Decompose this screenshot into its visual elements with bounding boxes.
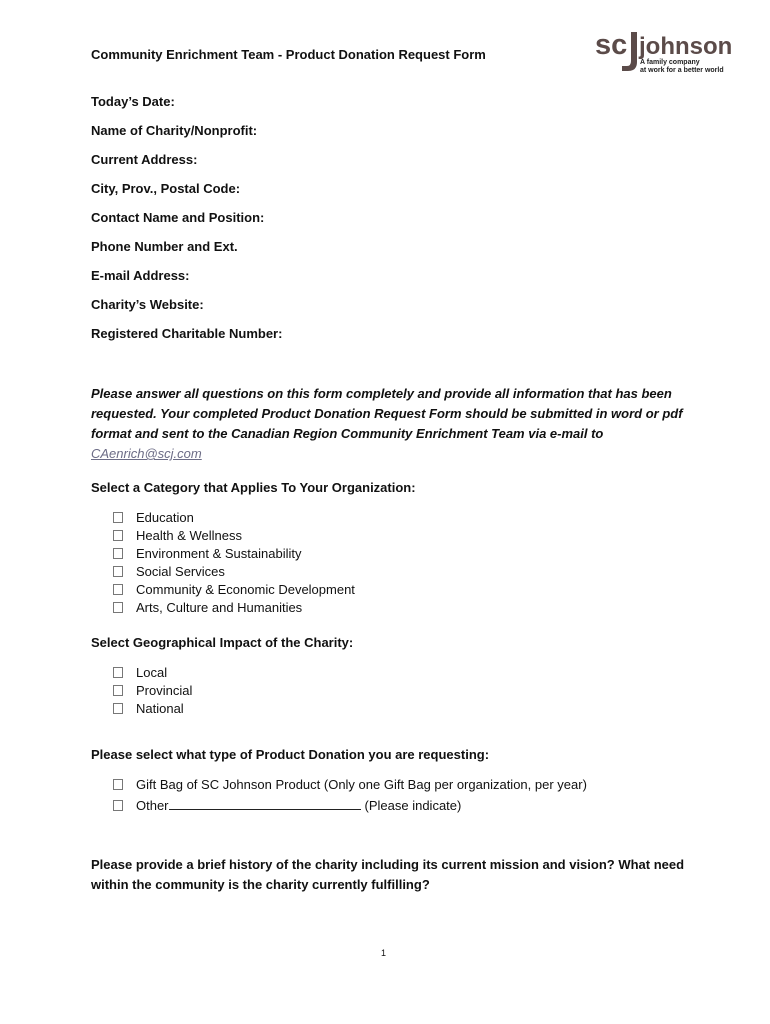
donation-option-other[interactable]: Other (Please indicate) (113, 797, 461, 813)
category-option[interactable]: Health & Wellness (113, 528, 242, 543)
checkbox[interactable] (113, 602, 123, 613)
field-todays-date: Today’s Date: (91, 94, 175, 109)
tagline-line-1: A family company (640, 59, 700, 66)
checkbox[interactable] (113, 667, 123, 678)
category-option[interactable]: Social Services (113, 564, 225, 579)
checkbox[interactable] (113, 685, 123, 696)
field-phone: Phone Number and Ext. (91, 239, 238, 254)
category-option[interactable]: Education (113, 510, 194, 525)
geography-option[interactable]: National (113, 701, 184, 716)
field-city-prov-postal: City, Prov., Postal Code: (91, 181, 241, 196)
geography-heading: Select Geographical Impact of the Charity: (91, 635, 354, 650)
field-contact-name: Contact Name and Position: (91, 210, 265, 225)
sc-johnson-logo (595, 28, 735, 76)
donation-heading: Please select what type of Product Donation you are requesting: (91, 747, 490, 762)
page-number: 1 (381, 948, 387, 958)
other-blank-line[interactable] (169, 797, 361, 810)
category-option[interactable]: Environment & Sustainability (113, 546, 301, 561)
category-heading: Select a Category that Applies To Your Organization: (91, 480, 416, 495)
donation-option-gift-bag[interactable]: Gift Bag of SC Johnson Product (Only one Gift Bag per organization, per year) (113, 777, 587, 792)
checkbox[interactable] (113, 584, 123, 595)
checkbox[interactable] (113, 703, 123, 714)
form-title: Community Enrichment Team - Product Donation Request Form (91, 47, 486, 62)
checkbox[interactable] (113, 512, 123, 523)
geography-option[interactable]: Local (113, 665, 167, 680)
logo-tagline (640, 59, 724, 75)
field-website: Charity’s Website: (91, 297, 204, 312)
email-link[interactable]: CAenrich@scj.com (91, 446, 202, 461)
checkbox[interactable] (113, 548, 123, 559)
checkbox[interactable] (113, 779, 123, 790)
checkbox[interactable] (113, 530, 123, 541)
geography-option[interactable]: Provincial (113, 683, 192, 698)
instructions-text: Please answer all questions on this form completely and provide all information that has been requested. Your completed Product Donation Request Form should be submitted in word or pdf format and sent to the Canadian Region Community Enrichment Team via e-mail to (91, 386, 683, 441)
history-question: Please provide a brief history of the charity including its current mission and vision? What need within the community is the charity currently fulfilling? (91, 857, 685, 892)
field-current-address: Current Address: (91, 152, 198, 167)
tagline-line-2: at work for a better world (640, 67, 724, 74)
category-option[interactable]: Arts, Culture and Humanities (113, 600, 302, 615)
field-email: E-mail Address: (91, 268, 190, 283)
instructions-paragraph (91, 384, 691, 464)
field-charitable-number: Registered Charitable Number: (91, 326, 283, 341)
category-option[interactable]: Community & Economic Development (113, 582, 355, 597)
checkbox[interactable] (113, 566, 123, 577)
field-charity-name: Name of Charity/Nonprofit: (91, 123, 258, 138)
logo-sc: sc (595, 29, 628, 61)
logo-johnson: johnson (639, 33, 733, 60)
checkbox[interactable] (113, 800, 123, 811)
